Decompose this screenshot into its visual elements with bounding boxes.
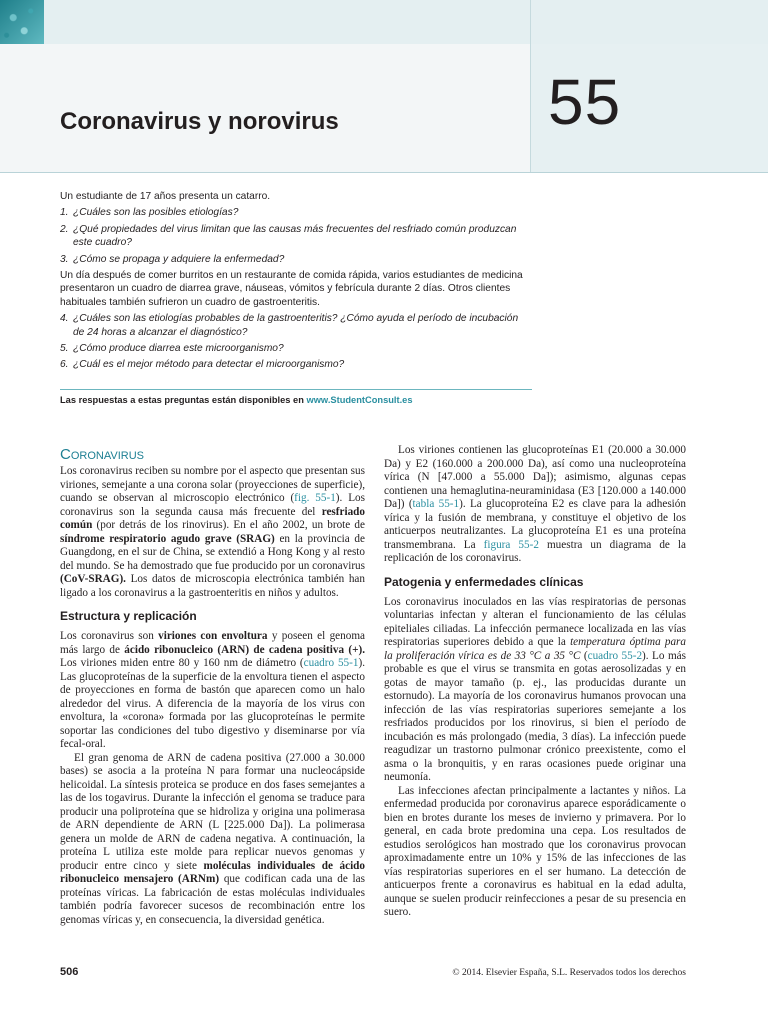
paragraph: Los coronavirus inoculados en las vías respiratorias de personas voluntarias infectan y alteran el funcionamiento de las células epiteliales ciliadas. La infección permanece localizada en las vías respiratorias superiores debido a que la temperatura óptima para la proliferación vírica es de 33 °C a 35 °C (cuadro 55-2). Lo más probable es que el virus se transmita en gotas aerosolizadas y en gotas de mayor tamaño (p. ej., las producidas durante un estornudo). La mayoría de los coronavirus humanos provocan una infección de las vías respiratorias superiores semejante a los resfriados producidos por los rinovirus, si bien el período de incubación es más prolongado (media, 3 días). La infección puede reagudizar un trastorno pulmonar crónico preexistente, como el asma o la bronquitis, y en raras ocasiones puede originar una neumonía.	[384, 595, 686, 783]
question-6: 6. ¿Cuál es el mejor método para detectar el microorganismo?	[60, 359, 345, 371]
section-heading: Coronavirus	[60, 446, 144, 463]
case-intro-2: Un día después de comer burritos en un restaurante de comida rápida, varios estudiantes de medicina presentaron un cuadro de diarrea grave, náuseas, vómitos y febrícula durante 2 días. Otros clientes habituales también sufrieron un cuadro de gastroenteritis.	[60, 270, 523, 308]
subsection-heading: Estructura y replicación	[60, 609, 197, 623]
box-link[interactable]: cuadro 55-2	[587, 649, 643, 662]
answers-note: Las respuestas a estas preguntas están disponibles en www.StudentConsult.es	[60, 395, 413, 405]
left-column	[60, 446, 365, 927]
corner-decoration	[0, 0, 44, 44]
question-5: 5. ¿Cómo produce diarrea este microorganismo?	[60, 343, 284, 355]
paragraph: Las infecciones afectan principalmente a lactantes y niños. La enfermedad producida por coronavirus aparece esporádicamente o bien en brotes durante los meses de invierno y primavera. Por lo general, en cada brote predomina una cepa. Los resultados de estudios serológicos han mostrado que los coronavirus provocan aproximadamente entre un 10% y 15% de las infecciones de las vías respiratorias superiores en el ser humano. La detección de anticuerpos frente a coronavirus es habitual en la edad adulta, aunque se suelen producir reinfecciones a pesar de su presencia en suero.	[384, 784, 686, 918]
chapter-number: 55	[548, 66, 622, 138]
figure-link[interactable]: fig. 55-1	[294, 492, 336, 504]
chapter-title: Coronavirus y norovirus	[60, 108, 339, 135]
figure-link[interactable]: figura 55-2	[483, 538, 539, 551]
paragraph: El gran genoma de ARN de cadena positiva (27.000 a 30.000 bases) se asocia a la proteína N para formar una nucleocápside helicoidal. La síntesis proteica se produce en dos fases semejantes a las de los togavirus. Durante la infección el genoma se traduce para producir una poliproteína que se hidroliza y origina una polimerasa de ARN dependiente de ARN (L [225.000 Da]). La polimerasa genera un molde de ARN de cadena negativa. A continuación, la proteína L utiliza este molde para replicar nuevos genomas y producir entre cinco y siete moléculas individuales de ácido ribonucleico mensajero (ARNm) que codifican cada una de las proteínas víricas. La fabricación de estas moléculas individuales también podría favorecer sucesos de recombinación entre los genomas víricas y, en consecuencia, la diversidad genética.	[60, 751, 365, 926]
header-band	[0, 0, 768, 44]
paragraph: Los viriones contienen las glucoproteínas E1 (20.000 a 30.000 Da) y E2 (160.000 a 200.000 Da), así como una nucleoproteína vírica (N [47.000 a 55.000 Da]); asimismo, algunas cepas contienen una hemaglutina-neuraminidasa (E3 [120.000 a 140.000 Da]) (tabla 55-1). La glucoproteína E2 es clave para la adhesión vírica y la fusión de membrana, y constituye el objetivo de los anticuerpos neutralizantes. La glucoproteína E1 es una proteína transmembrana. La figura 55-2 muestra un diagrama de la replicación de los coronavirus.	[384, 444, 686, 564]
paragraph: Los coronavirus reciben su nombre por el aspecto que presentan sus viriones, semejante a una corona solar (proyecciones de superficie), cuando se observan al microscopio electrónico (fig. 55-1). Los coronavirus son la segunda causa más frecuente del resfriado común (por detrás de los rinovirus). En el año 2002, un brote de síndrome respiratorio agudo grave (SRAG) en la provincia de Guangdong, en el sur de China, se extendió a Hong Kong y al resto del mundo. Se ha demostrado que fue producido por un coronavirus (CoV-SRAG). Los datos de microscopia electrónica también han ligado a los coronavirus a la gastroenteritis en niños y adultos.	[60, 465, 365, 599]
question-1: 1. ¿Cuáles son las posibles etiologías?	[60, 207, 239, 219]
right-column	[384, 444, 686, 920]
header-divider	[530, 0, 531, 172]
header-bottom-rule	[0, 172, 768, 173]
paragraph: Los coronavirus son viriones con envoltura y poseen el genoma más largo de ácido ribonucleico (ARN) de cadena positiva (+). Los viriones miden entre 80 y 160 nm de diámetro (cuadro 55-1). Las glucoproteínas de la superficie de la envoltura tienen el aspecto de proyecciones en forma de bastón que aparecen como un halo alrededor del virus. A diferencia de la mayoría de los virus con envoltura, la «corona» formada por las glucoproteínas le permite soportar las condiciones del tubo digestivo y diseminarse por vía fecal-oral.	[60, 630, 365, 750]
case-studies	[60, 190, 532, 375]
table-link[interactable]: tabla 55-1	[412, 498, 460, 510]
question-2: 2. ¿Qué propiedades del virus limitan que las causas más frecuentes del resfriado común produzcan este cuadro?	[60, 223, 517, 249]
subsection-heading: Patogenia y enfermedades clínicas	[384, 574, 584, 589]
copyright-notice: © 2014. Elsevier España, S.L. Reservados todos los derechos	[452, 968, 686, 978]
box-link[interactable]: cuadro 55-1	[303, 657, 359, 669]
student-consult-link[interactable]: www.StudentConsult.es	[306, 395, 413, 405]
question-4: 4. ¿Cuáles son las etiologías probables de la gastroenteritis? ¿Cómo ayuda el período de incubación de 24 horas a alcanzar el diagnóstico?	[60, 313, 519, 338]
question-3: 3. ¿Cómo se propaga y adquiere la enfermedad?	[60, 253, 285, 265]
answers-rule	[60, 389, 532, 390]
page-number: 506	[60, 966, 79, 978]
case-intro-1: Un estudiante de 17 años presenta un catarro.	[60, 191, 271, 202]
